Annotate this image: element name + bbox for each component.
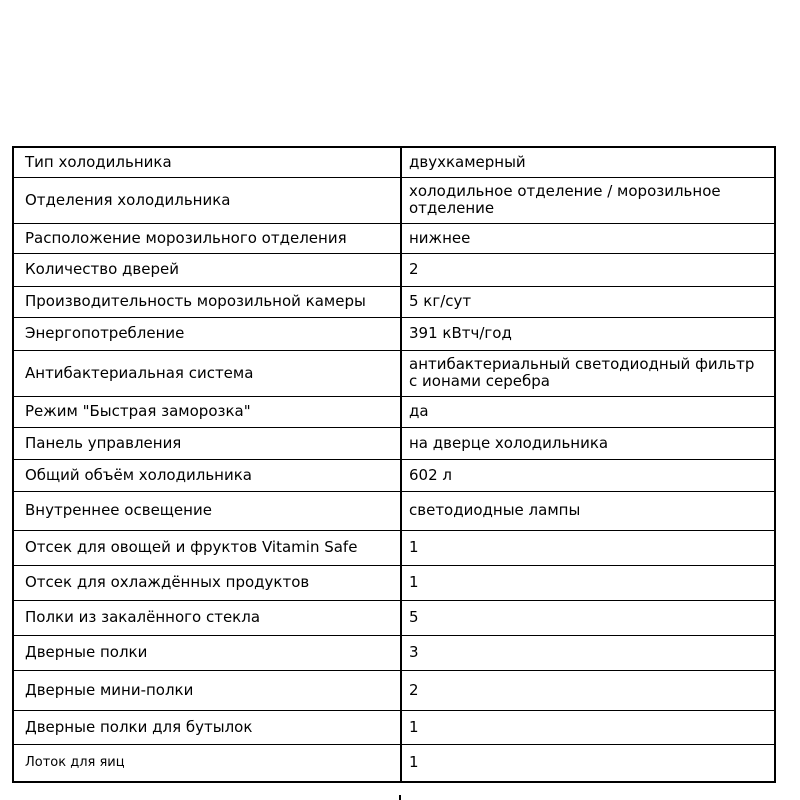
spec-label: Панель управления (13, 427, 401, 459)
table-row (13, 670, 775, 710)
spec-value: 2 (401, 670, 775, 710)
spec-label: Лоток для яиц (25, 755, 125, 771)
spec-value: да (401, 396, 775, 427)
table-row (13, 177, 775, 223)
spec-label: Внутреннее освещение (13, 491, 401, 530)
table-row (13, 459, 775, 491)
spec-label: Дверные полки (13, 635, 401, 670)
spec-value: светодиодные лампы (401, 491, 775, 530)
spec-value: 1 (401, 710, 775, 744)
table-row (13, 744, 775, 782)
table-row (13, 396, 775, 427)
spec-label: Энергопотребление (13, 317, 401, 350)
spec-label: Тип холодильника (13, 147, 401, 177)
spec-label: Расположение морозильного отделения (13, 223, 401, 253)
spec-label: Отделения холодильника (13, 177, 401, 223)
spec-label: Режим "Быстрая заморозка" (13, 396, 401, 427)
spec-value: 3 (401, 635, 775, 670)
spec-label: Полки из закалённого стекла (13, 600, 401, 635)
table-row (13, 253, 775, 286)
table-row (13, 635, 775, 670)
spec-value: двухкамерный (401, 147, 775, 177)
spec-value: 1 (401, 565, 775, 600)
table-row (13, 710, 775, 744)
spec-label: Количество дверей (13, 253, 401, 286)
spec-label: Антибактериальная система (13, 350, 401, 396)
spec-value: на дверце холодильника (401, 427, 775, 459)
spec-label: Общий объём холодильника (13, 459, 401, 491)
spec-value: 5 (401, 600, 775, 635)
table-row (13, 350, 775, 396)
spec-value: холодильное отделение / морозильное отделение (401, 177, 775, 223)
table-row (13, 491, 775, 530)
spec-value: 1 (401, 744, 775, 782)
spec-label: Отсек для охлаждённых продуктов (13, 565, 401, 600)
spec-value: 2 (401, 253, 775, 286)
spec-label: Отсек для овощей и фруктов Vitamin Safe (13, 530, 401, 565)
spec-value: 391 кВтч/год (401, 317, 775, 350)
spec-value: 1 (401, 530, 775, 565)
spec-value: 5 кг/сут (401, 286, 775, 317)
table-row (13, 530, 775, 565)
spec-table (12, 146, 776, 783)
spec-value: антибактериальный светодиодный фильтр с ионами серебра (401, 350, 775, 396)
table-row (13, 565, 775, 600)
table-row (13, 147, 775, 177)
table-row (13, 427, 775, 459)
table-row (13, 600, 775, 635)
spec-label: Дверные мини-полки (13, 670, 401, 710)
spec-label: Производительность морозильной камеры (13, 286, 401, 317)
column-divider-tail (399, 795, 401, 800)
table-row (13, 223, 775, 253)
spec-label: Дверные полки для бутылок (13, 710, 401, 744)
spec-value: нижнее (401, 223, 775, 253)
table-row (13, 317, 775, 350)
table-row (13, 286, 775, 317)
spec-value: 602 л (401, 459, 775, 491)
